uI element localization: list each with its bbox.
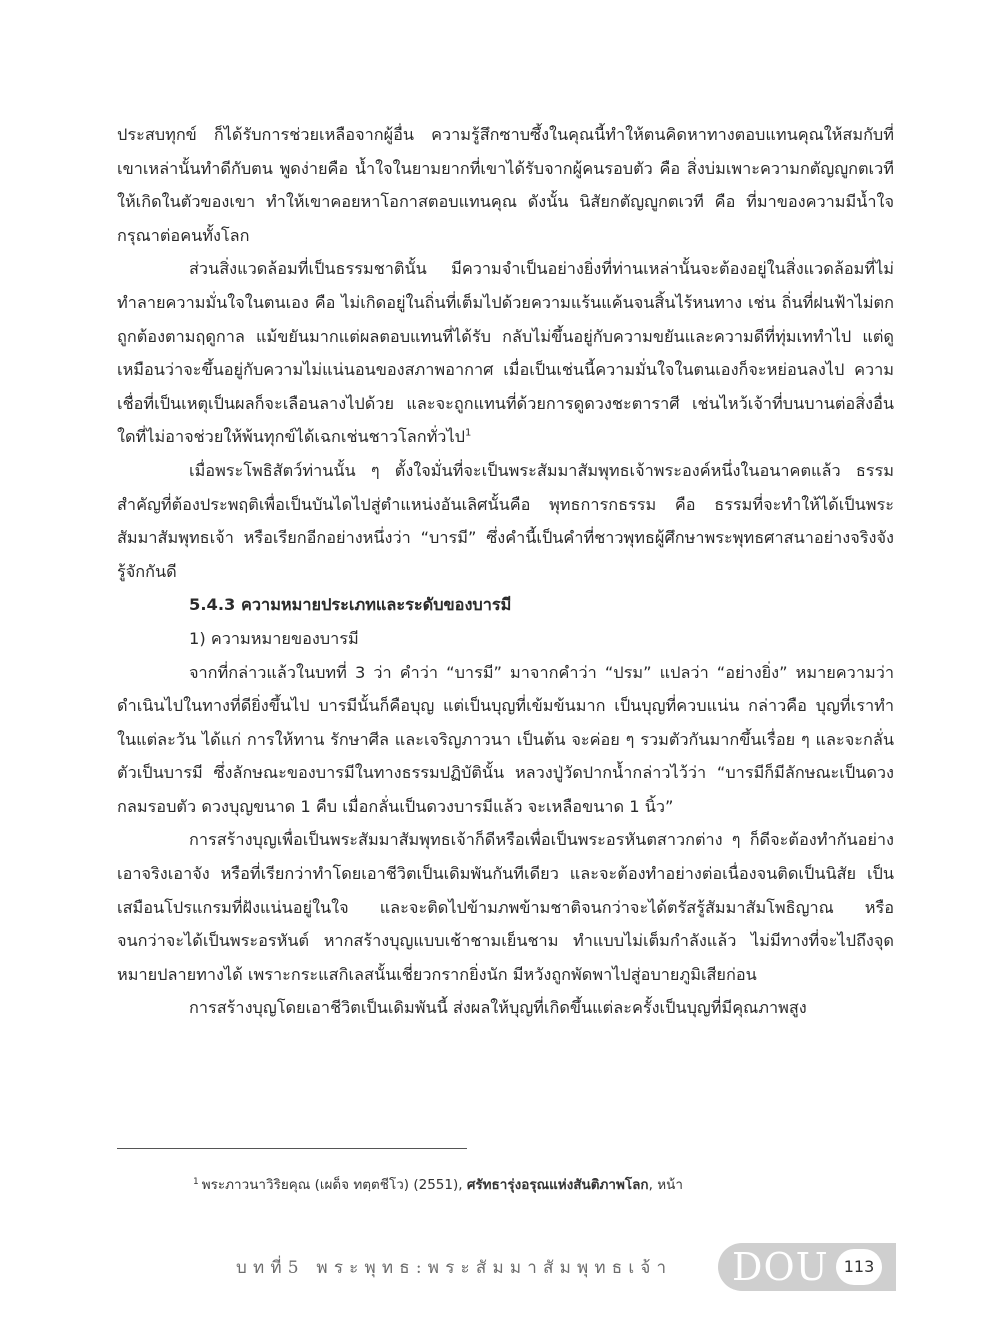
footnote <box>193 1175 893 1195</box>
dou-logo-text: DOU <box>732 1245 829 1289</box>
paragraph-1: ประสบทุกข์ ก็ได้รับการช่วยเหลือจากผู้อื่น ความรู้สึกซาบซึ้งในคุณนี้ทำให้ตนคิดหาทางตอบแทนคุณให้สมกับที่เขาเหล่านั้นทำดีกับตน พูดง่ายคือ น้ำใจในยามยากที่เขาได้รับจากผู้คนรอบตัว คือ สิ่งบ่มเพาะความกตัญญูกตเวทีให้เกิดในตัวของเขา ทำให้เขาคอยหาโอกาสตอบแทนคุณ ดังนั้น นิสัยกตัญญูกตเวที คือ ที่มาของความมีน้ำใจกรุณาต่อคนทั้งโลก <box>117 125 894 245</box>
paragraph-6: การสร้างบุญโดยเอาชีวิตเป็นเดิมพันนี้ ส่งผลให้บุญที่เกิดขึ้นแต่ละครั้งเป็นบุญที่มีคุณภาพสูง <box>189 998 807 1018</box>
footnote-number: 1 <box>193 1176 199 1187</box>
footnote-reference: 1 <box>464 427 472 439</box>
paragraph-5: การสร้างบุญเพื่อเป็นพระสัมมาสัมพุทธเจ้าก็ดีหรือเพื่อเป็นพระอรหันตสาวกต่าง ๆ ก็ดีจะต้องทำกันอย่างเอาจริงเอาจัง หรือที่เรียกว่าทำโดยเอาชีวิตเป็นเดิมพันกันทีเดียว และจะต้องทำอย่างต่อเนื่องจนติดเป็นนิสัย เป็นเสมือนโปรแกรมที่ฝังแน่นอยู่ในใจ และจะติดไปข้ามภพข้ามชาติจนกว่าจะได้ตรัสรู้สัมมาสัมโพธิญาณ หรือ จนกว่าจะได้เป็นพระอรหันต์ หากสร้างบุญแบบเช้าชามเย็นชาม ทำแบบไม่เต็มกำลังแล้ว ไม่มีทางที่จะไปถึงจุดหมายปลายทางได้ เพราะกระแสกิเลสนั้นเชี่ยวกรากยิ่งนัก มีหวังถูกพัดพาไปสู่อบายภูมิเสียก่อน <box>117 830 894 984</box>
footnote-author: พระภาวนาวิริยคุณ (เผด็จ ทตฺตชีโว) (2551), <box>201 1177 463 1193</box>
paragraph-4: จากที่กล่าวแล้วในบทที่ 3 ว่า คำว่า “บารมี” มาจากคำว่า “ปรม” แปลว่า “อย่างยิ่ง” หมายความว่าดำเนินไปในทางที่ดียิ่งขึ้นไป บารมีนั้นก็คือบุญ แต่เป็นบุญที่เข้มข้นมาก เป็นบุญที่ควบแน่น กล่าวคือ บุญที่เราทำในแต่ละวัน ได้แก่ การให้ทาน รักษาศีล และเจริญภาวนา เป็นต้น จะค่อย ๆ รวมตัวกันมากขึ้นเรื่อย ๆ และจะกลั่นตัวเป็นบารมี ซึ่งลักษณะของบารมีในทางธรรมปฏิบัตินั้น หลวงปู่วัดปากน้ำกล่าวไว้ว่า “บารมีก็มีลักษณะเป็นดวงกลมรอบตัว ดวงบุญขนาด 1 คืบ เมื่อกลั่นเป็นดวงบารมีแล้ว จะเหลือขนาด 1 นิ้ว” <box>117 662 894 816</box>
paragraph-3: เมื่อพระโพธิสัตว์ท่านนั้น ๆ ตั้งใจมั่นที่จะเป็นพระสัมมาสัมพุทธเจ้าพระองค์หนึ่งในอนาคตแล้ว ธรรมสำคัญที่ต้องประพฤติเพื่อเป็นบันไดไปสู่ตำแหน่งอันเลิศนั้นคือ พุทธการกธรรม คือ ธรรมที่จะทำให้ได้เป็นพระสัมมาสัมพุทธเจ้า หรือเรียกอีกอย่างหนึ่งว่า “บารมี” ซึ่งคำนี้เป็นคำที่ชาวพุทธผู้ศึกษาพระพุทธศาสนาอย่างจริงจังรู้จักกันดี <box>117 460 894 581</box>
footnote-divider <box>117 1148 467 1149</box>
body-text <box>117 118 894 1025</box>
section-heading: 5.4.3 ความหมายประเภทและระดับของบารมี <box>189 595 512 615</box>
paragraph-2-text: ส่วนสิ่งแวดล้อมที่เป็นธรรมชาตินั้น มีความจำเป็นอย่างยิ่งที่ท่านเหล่านั้นจะต้องอยู่ในสิ่งแวดล้อมที่ไม่ทำลายความมั่นใจในตนเอง คือ ไม่เกิดอยู่ในถิ่นที่เต็มไปด้วยความแร้นแค้นจนสิ้นไร้หนทาง เช่น ถิ่นที่ฝนฟ้าไม่ตกถูกต้องตามฤดูกาล แม้ขยันมากแต่ผลตอบแทนที่ได้รับ กลับไม่ขึ้นอยู่กับความขยันและความดีที่ทุ่มเททำไป แต่ดูเหมือนว่าจะขึ้นอยู่กับความไม่แน่นอนของสภาพอากาศ เมื่อเป็นเช่นนี้ความมั่นใจในตนเองก็จะหย่อนลงไป ความเชื่อที่เป็นเหตุเป็นผลก็จะเลือนลางไปด้วย และจะถูกแทนที่ด้วยการดูดวงชะตาราศี เช่นไหว้เจ้าที่บนบานต่อสิ่งอื่นใดที่ไม่อาจช่วยให้พ้นทุกข์ได้เฉกเช่นชาวโลกทั่วไป <box>117 259 894 447</box>
chapter-running-footer: บทที่5 พระพุทธ:พระสัมมาสัมพุทธเจ้า <box>236 1258 673 1278</box>
sub-heading: 1) ความหมายของบารมี <box>189 628 359 648</box>
page-number: 113 <box>836 1249 882 1285</box>
paragraph-2 <box>117 252 894 454</box>
footnote-suffix: , หน้า <box>648 1177 683 1193</box>
footnote-title: ศรัทธารุ่งอรุณแห่งสันติภาพโลก <box>466 1177 649 1193</box>
